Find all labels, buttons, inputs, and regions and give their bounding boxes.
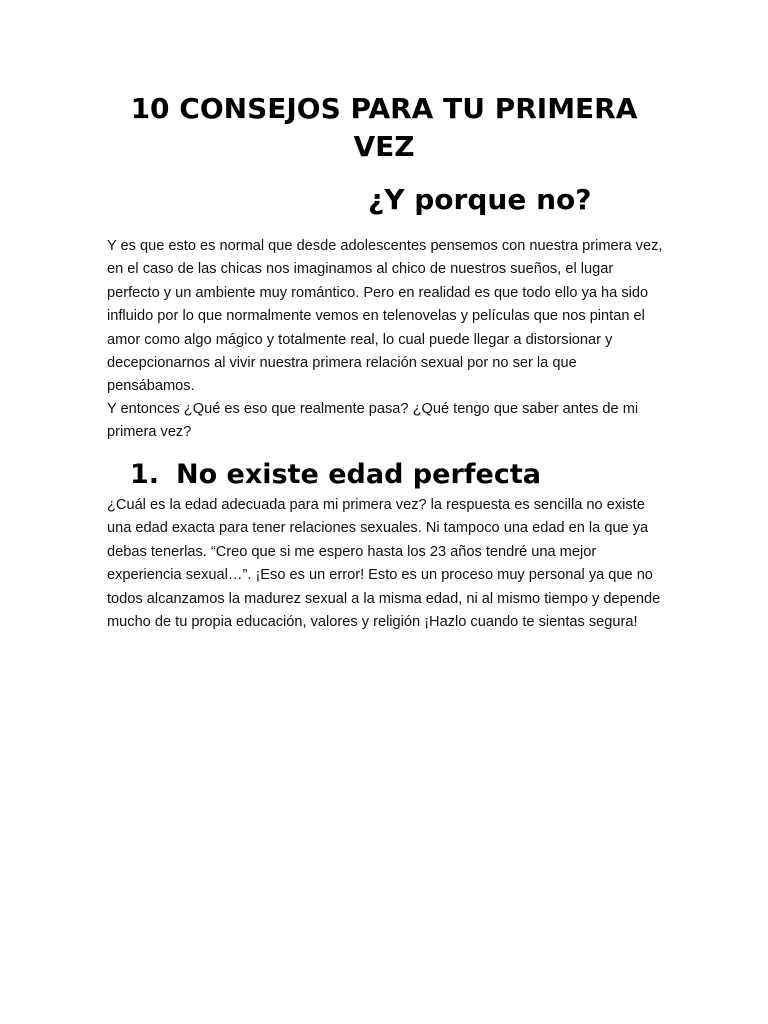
document-subtitle: ¿Y porque no? — [368, 183, 592, 216]
section-number: 1. — [130, 459, 160, 490]
section-heading-1 — [130, 456, 541, 494]
section-body-1: ¿Cuál es la edad adecuada para mi primera vez? la respuesta es sencilla no existe una edad exacta para tener relaciones sexuales. Ni tampoco una edad en la que ya debas tenerlas. “Creo que si me espero hasta los 23 años tendré una mejor experiencia sexual…”. ¡Eso es un error! Esto es un proceso muy personal ya que no todos alcanzamos la madurez sexual a la misma edad, ni al mismo tiempo y depende mucho de tu propia educación, valores y religión ¡Hazlo cuando te sientas segura! — [107, 497, 661, 631]
intro-paragraph: Y es que esto es normal que desde adolescentes pensemos con nuestra primera vez, en el caso de las chicas nos imaginamos al chico de nuestros sueños, el lugar perfecto y un ambiente muy romántico. Pero en realidad es que todo ello ya ha sido influido por lo que normalmente vemos en telenovelas y películas que nos pintan el amor como algo mágico y totalmente real, lo cual puede llegar a distorsionar y decepcionarnos al vivir nuestra primera relación sexual por no ser la que pensábamos. — [107, 238, 663, 395]
section-heading-text: No existe edad perfecta — [176, 459, 541, 490]
document-title: 10 CONSEJOS PARA TU PRIMERA VEZ — [130, 92, 638, 163]
question-paragraph: Y entonces ¿Qué es eso que realmente pasa? ¿Qué tengo que saber antes de mi primera vez? — [107, 401, 639, 441]
